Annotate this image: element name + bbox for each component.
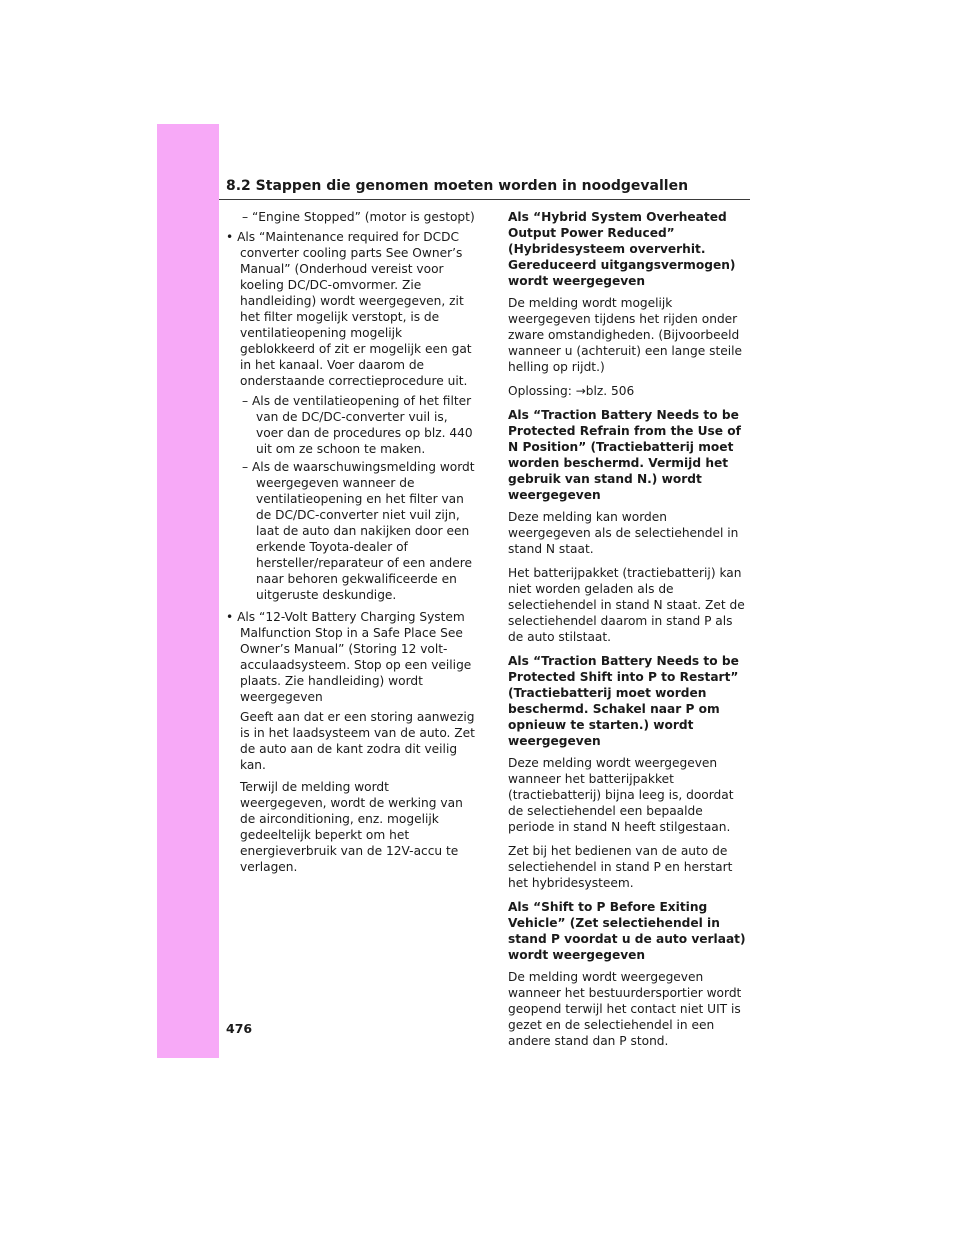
refrain-paragraph-1: Deze melding kan worden weergegeven als de selectiehendel in stand N staat. bbox=[508, 510, 739, 556]
vent-clean-subitem: – Als de waarschuwingsmelding wordt weergegeven wanneer de ventilatieopening en het filter van de DC/DC-converter niet vuil zijn, laat de auto dan nakijken door een erkende Toyota-dealer of hersteller/reparateur of een andere naar behoren gekwalificeerde en uitgeruste deskundige. bbox=[242, 460, 475, 602]
shift-restart-paragraph-2: Zet bij het bedienen van de auto de selectiehendel in stand P en herstart het hybridesysteem. bbox=[508, 844, 733, 890]
header-divider bbox=[219, 199, 750, 200]
shift-restart-paragraph-1: Deze melding wordt weergegeven wanneer het batterijpakket (tractiebatterij) bijna leeg is, doordat de selectiehendel een bepaalde periode in stand N heeft stilgestaan. bbox=[508, 756, 734, 834]
refrain-heading: Als “Traction Battery Needs to be Protected Refrain from the Use of N Position” (Tractiebatterij moet worden beschermd. Vermijd het gebruik van stand N.) wordt weergegeven bbox=[508, 408, 741, 502]
arrow-right-icon: → bbox=[575, 384, 586, 398]
solution-line bbox=[508, 383, 750, 399]
left-column bbox=[226, 209, 476, 883]
vent-dirty-subitem: – Als de ventilatieopening of het filter van de DC/DC-converter vuil is, voer dan de procedures op blz. 440 uit om ze schoon te maken. bbox=[242, 394, 473, 456]
solution-label: Oplossing: bbox=[508, 384, 576, 398]
right-column bbox=[508, 209, 750, 1057]
exit-vehicle-paragraph: De melding wordt weergegeven wanneer het bestuurdersportier wordt geopend terwijl het contact niet UIT is gezet en de selectiehendel in een andere stand dan P stond. bbox=[508, 970, 742, 1048]
overheat-paragraph: De melding wordt mogelijk weergegeven tijdens het rijden onder zware omstandigheden. (Bijvoorbeeld wanneer u (achteruit) een lange steile helling op rijdt.) bbox=[508, 296, 742, 374]
maintenance-bullet: • Als “Maintenance required for DCDC converter cooling parts See Owner’s Manual” (Onderhoud vereist voor koeling DC/DC-omvormer. Zie handleiding) wordt weergegeven, zit het filter mogelijk verstopt, is de ventilatieopening mogelijk geblokkeerd of zit er mogelijk een gat in het kanaal. Voer daarom de onderstaande correctieprocedure uit. bbox=[226, 230, 472, 388]
section-header: 8.2 Stappen die genomen moeten worden in noodgevallen bbox=[226, 178, 689, 194]
shift-restart-heading: Als “Traction Battery Needs to be Protected Shift into P to Restart” (Tractiebatterij moet worden beschermd. Schakel naar P om opnieuw te starten.) wordt weergegeven bbox=[508, 654, 739, 748]
charging-system-bullet: • Als “12-Volt Battery Charging System Malfunction Stop in a Safe Place See Owner’s Manual” (Storing 12 volt-acculaadsysteem. Stop op een veilige plaats. Zie handleiding) wordt weergegeven bbox=[226, 610, 472, 704]
exit-vehicle-heading: Als “Shift to P Before Exiting Vehicle” (Zet selectiehendel in stand P voordat u de auto verlaat) wordt weergegeven bbox=[508, 900, 746, 962]
engine-stopped-item: – “Engine Stopped” (motor is gestopt) bbox=[242, 210, 475, 224]
chapter-sidebar-tab bbox=[157, 124, 219, 1058]
charging-system-para-1: Geeft aan dat er een storing aanwezig is in het laadsysteem van de auto. Zet de auto aan de kant zodra dit veilig kan. bbox=[240, 710, 475, 772]
page-number: 476 bbox=[226, 1021, 253, 1036]
charging-system-para-2: Terwijl de melding wordt weergegeven, wordt de werking van de airconditioning, enz. mogelijk gedeeltelijk beperkt om het energieverbruik van de 12V-accu te verlagen. bbox=[240, 780, 463, 874]
solution-page-ref[interactable]: blz. 506 bbox=[585, 384, 635, 398]
refrain-paragraph-2: Het batterijpakket (tractiebatterij) kan niet worden geladen als de selectiehendel in stand N staat. Zet de selectiehendel daarom in stand P als de auto stilstaat. bbox=[508, 566, 745, 644]
overheat-heading: Als “Hybrid System Overheated Output Power Reduced” (Hybridesysteem oververhit. Gereduceerd uitgangsvermogen) wordt weergegeven bbox=[508, 210, 736, 288]
